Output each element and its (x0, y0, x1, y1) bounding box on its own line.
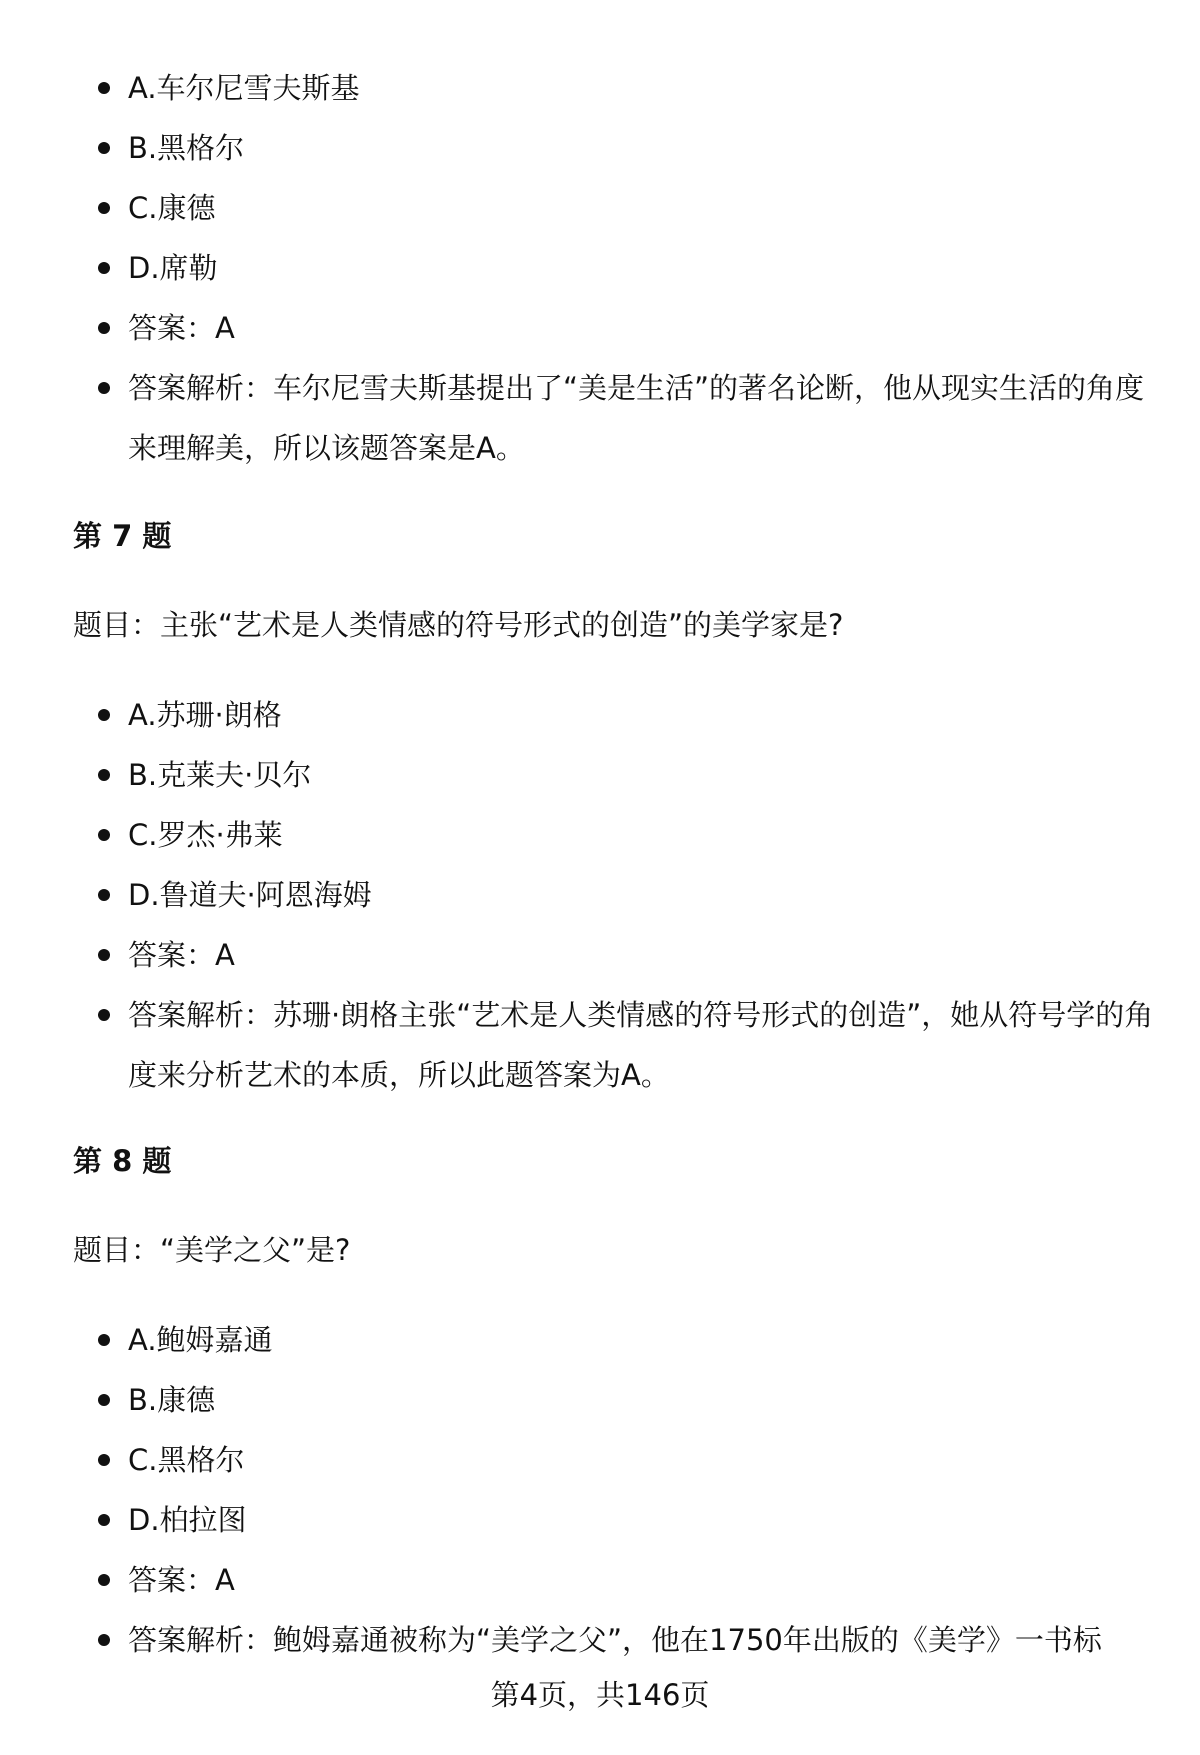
answer-text: 答案：A (128, 1563, 235, 1597)
option-d (0, 238, 1158, 298)
bullet-icon (98, 202, 110, 214)
option-b (0, 745, 1158, 805)
option-text: B.克莱夫·贝尔 (128, 758, 312, 792)
option-text: D.柏拉图 (128, 1503, 247, 1537)
option-b (0, 118, 1158, 178)
bullet-icon (98, 1454, 110, 1466)
bullet-icon (98, 949, 110, 961)
question-8-heading: 第 8 题 (73, 1144, 172, 1178)
option-text: C.康德 (128, 191, 216, 225)
option-text: A.车尔尼雪夫斯基 (128, 71, 360, 105)
option-text: D.鲁道夫·阿恩海姆 (128, 878, 372, 912)
question-7-options (0, 685, 1158, 1105)
option-a (0, 685, 1158, 745)
option-d (0, 1490, 1158, 1550)
bullet-icon (98, 1514, 110, 1526)
explanation-text: 答案解析：鲍姆嘉通被称为“美学之父”，他在1750年出版的《美学》一书标 (128, 1623, 1102, 1657)
option-text: C.黑格尔 (128, 1443, 245, 1477)
question-6-options (0, 58, 1158, 478)
option-b (0, 1370, 1158, 1430)
question-7-prompt: 题目：主张“艺术是人类情感的符号形式的创造”的美学家是? (73, 608, 844, 642)
bullet-icon (98, 382, 110, 394)
option-text: C.罗杰·弗莱 (128, 818, 283, 852)
answer-explanation (0, 985, 1158, 1105)
bullet-icon (98, 829, 110, 841)
answer (0, 1550, 1158, 1610)
option-c (0, 805, 1158, 865)
answer-explanation (0, 358, 1158, 478)
question-8-body (0, 1310, 1158, 1670)
bullet-icon (98, 1574, 110, 1586)
answer-explanation (0, 1610, 1158, 1670)
question-8-options (0, 1310, 1158, 1670)
bullet-icon (98, 1394, 110, 1406)
option-c (0, 1430, 1158, 1490)
question-7-heading: 第 7 题 (73, 519, 172, 553)
explanation-text: 答案解析：苏珊·朗格主张“艺术是人类情感的符号形式的创造”，她从符号学的角度来分析艺术的本质，所以此题答案为A。 (128, 998, 1154, 1092)
question-8-prompt: 题目：“美学之父”是? (73, 1233, 351, 1267)
option-text: B.黑格尔 (128, 131, 245, 165)
answer (0, 925, 1158, 985)
option-a (0, 58, 1158, 118)
option-a (0, 1310, 1158, 1370)
option-c (0, 178, 1158, 238)
bullet-icon (98, 709, 110, 721)
option-d (0, 865, 1158, 925)
bullet-icon (98, 142, 110, 154)
question-6-continuation (0, 58, 1158, 478)
bullet-icon (98, 889, 110, 901)
answer-text: 答案：A (128, 311, 235, 345)
page-number-footer: 第4页，共146页 (490, 1678, 710, 1712)
question-7-body (0, 685, 1158, 1105)
bullet-icon (98, 769, 110, 781)
bullet-icon (98, 82, 110, 94)
option-text: D.席勒 (128, 251, 218, 285)
bullet-icon (98, 1634, 110, 1646)
answer (0, 298, 1158, 358)
option-text: A.苏珊·朗格 (128, 698, 282, 732)
bullet-icon (98, 1334, 110, 1346)
option-text: B.康德 (128, 1383, 216, 1417)
option-text: A.鲍姆嘉通 (128, 1323, 273, 1357)
bullet-icon (98, 262, 110, 274)
bullet-icon (98, 1009, 110, 1021)
answer-text: 答案：A (128, 938, 235, 972)
explanation-text: 答案解析：车尔尼雪夫斯基提出了“美是生活”的著名论断，他从现实生活的角度来理解美，所以该题答案是A。 (128, 371, 1145, 465)
bullet-icon (98, 322, 110, 334)
